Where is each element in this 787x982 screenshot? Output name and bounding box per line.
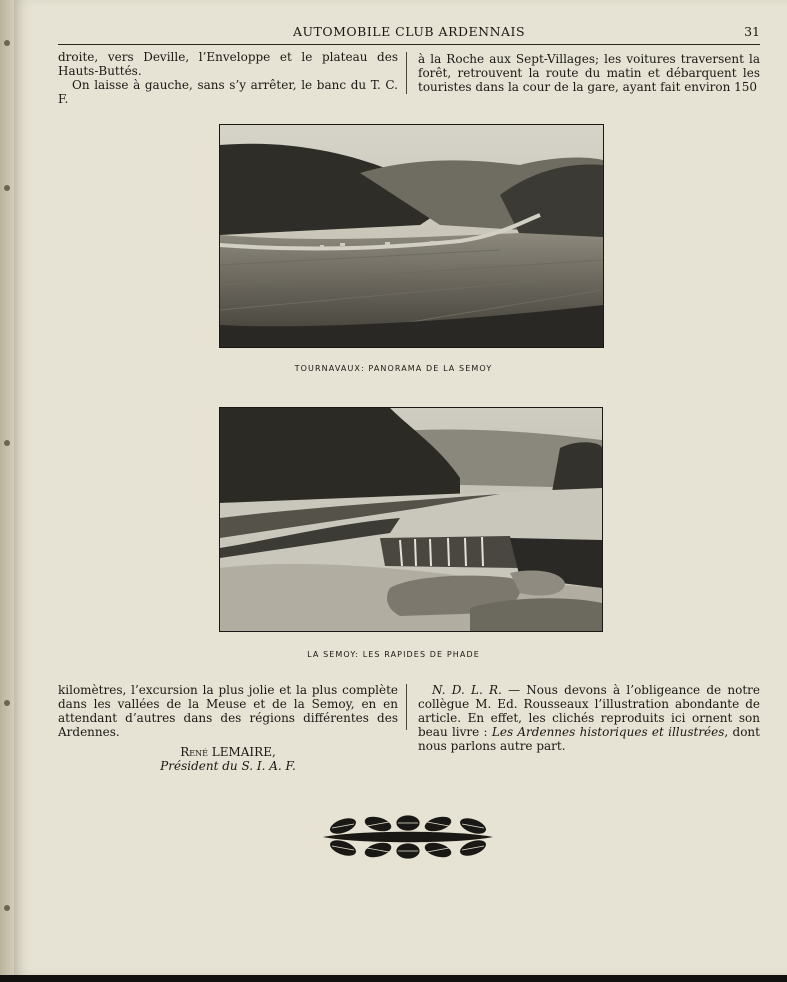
top-right-column (418, 52, 760, 94)
paragraph: On laisse à gauche, sans s’y arrêter, le banc du T. C. F. (58, 78, 398, 106)
signature (58, 745, 398, 773)
binding-stitch (4, 905, 10, 911)
photo-caption: LA SEMOY: LES RAPIDES DE PHADE (307, 650, 480, 659)
page-bottom-edge (0, 975, 787, 982)
leaf-ornament-icon (318, 812, 498, 862)
signature-name: René LEMAIRE, (180, 745, 276, 759)
binding-stitch (4, 700, 10, 706)
photo-tournavaux-panorama (219, 124, 604, 348)
signature-role: Président du S. I. A. F. (160, 759, 296, 773)
photo-semoy-rapids (219, 407, 603, 632)
paragraph: kilomètres, l’excursion la plus jolie et la plus complète dans les vallées de la Meuse et de la Semoy, en en attendant d’autres dans des régions différentes des Ardennes. (58, 683, 398, 739)
page-header (58, 22, 760, 45)
rapids-image (220, 408, 602, 631)
bottom-right-column (418, 683, 760, 753)
running-title: AUTOMOBILE CLUB ARDENNAIS (292, 24, 526, 39)
binding-stitch (4, 440, 10, 446)
column-divider (406, 52, 407, 94)
note-text: — Nous devons à l’obligeance de notre collègue M. Ed. Rousseaux l’illustration abondante de article. En effet, les clichés reproduits ici ornent son beau livre : (418, 683, 760, 739)
photo-caption: TOURNAVAUX: PANORAMA DE LA SEMOY (294, 364, 493, 373)
column-divider (406, 684, 407, 730)
note-text-end: , dont nous parlons autre part. (418, 725, 760, 753)
binding-stitch (4, 40, 10, 46)
paragraph: à la Roche aux Sept-Villages; les voitures traversent la forêt, retrouvent la route du matin et débarquent les touristes dans la cour de la gare, ayant fait environ 150 (418, 52, 760, 94)
book-title: Les Ardennes historiques et illustrées (491, 725, 725, 739)
paragraph: droite, vers Deville, l’Enveloppe et le plateau des Hauts-Buttés. (58, 50, 398, 78)
page-number: 31 (744, 24, 760, 39)
top-left-column (58, 50, 398, 106)
panorama-image (220, 125, 603, 347)
ndlr-label: N. D. L. R. (432, 683, 502, 697)
binding-stitch (4, 185, 10, 191)
bottom-left-column (58, 683, 398, 773)
book-binding (0, 0, 14, 982)
editor-note (418, 683, 760, 753)
